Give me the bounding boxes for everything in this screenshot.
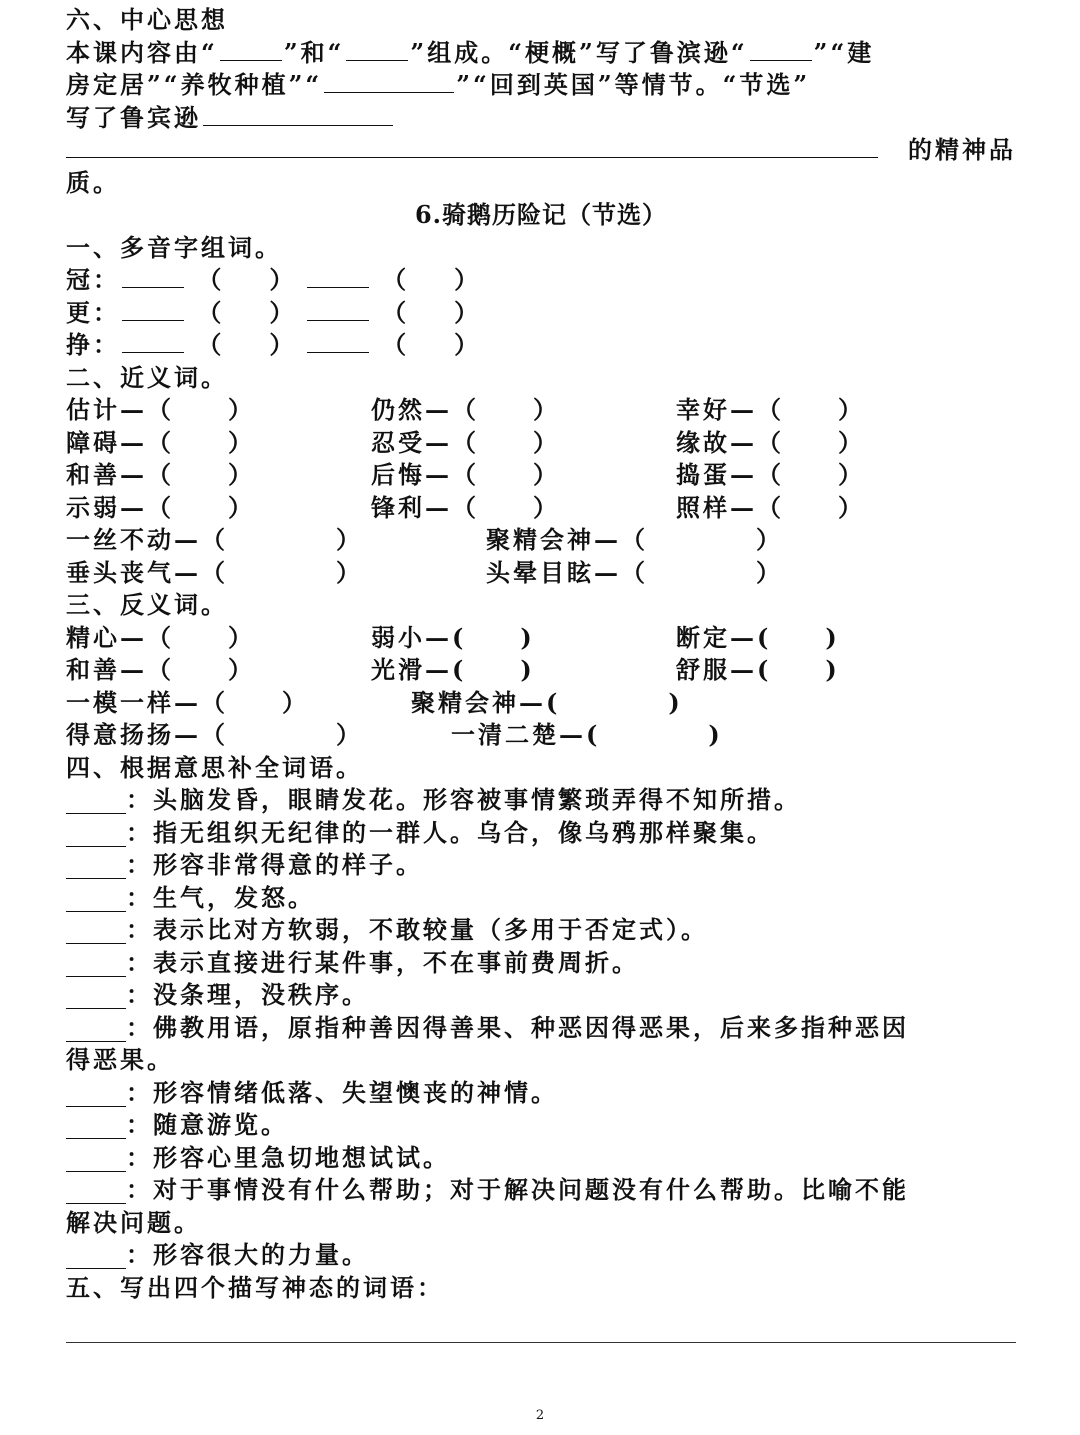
pinyin-paren[interactable]: （ ） (197, 265, 294, 294)
polyphone-row (66, 264, 1016, 297)
worksheet-page (66, 4, 1016, 1304)
definition-row (66, 979, 1016, 1012)
fill-blank[interactable] (66, 1017, 126, 1042)
text-span: ”“建 (813, 37, 875, 67)
text-span: ”组成。“梗概”写了鲁滨逊“ (410, 37, 748, 67)
antonym-item[interactable]: 和善—（ ） (66, 655, 255, 684)
definition-text: ：指无组织无纪律的一群人。乌合，像乌鸦那样聚集。 (126, 817, 774, 847)
pinyin-paren[interactable]: （ ） (382, 265, 479, 294)
antonym-item[interactable]: 精心—（ ） (66, 622, 255, 652)
antonym-idiom-row (66, 687, 1016, 720)
fill-blank[interactable] (66, 1147, 126, 1172)
fill-blank[interactable] (66, 822, 126, 847)
definition-text: ：随意游览。 (126, 1110, 288, 1139)
definition-row (66, 1012, 1016, 1045)
page-number: 2 (535, 1408, 545, 1423)
definition-row (66, 914, 1016, 947)
antonym-row (66, 654, 1016, 687)
synonym-item[interactable]: 照样—（ ） (676, 492, 865, 522)
antonym-item[interactable]: 光滑—( ) (371, 655, 535, 684)
synonym-item[interactable]: 聚精会神—（ ） (486, 525, 783, 554)
fill-blank[interactable] (122, 265, 184, 288)
lesson-title: 6.骑鹅历险记（节选） (414, 200, 668, 229)
fill-blank[interactable] (307, 265, 369, 288)
text-span: ”“回到英国”等情节。“节选” (456, 70, 811, 99)
definition-text: ：形容情绪低落、失望懊丧的神情。 (126, 1077, 558, 1107)
polyphone-row (66, 297, 1016, 330)
definition-row (66, 1174, 1016, 1207)
synonym-idiom-row (66, 524, 1016, 557)
text-span: 房定居”“养牧种植”“ (66, 70, 323, 99)
antonym-item[interactable]: 舒服—( ) (676, 655, 840, 684)
definition-row (66, 1109, 1016, 1142)
synonym-item[interactable]: 锋利—（ ） (371, 492, 560, 522)
text-span: ”和“ (283, 37, 345, 67)
pinyin-paren[interactable]: （ ） (197, 297, 294, 327)
definition-row (66, 882, 1016, 915)
definition-row (66, 849, 1016, 882)
definition-row (66, 817, 1016, 850)
polyphone-char: 更： (66, 297, 120, 327)
section-heading: 二、近义词。 (66, 362, 228, 392)
text-line (66, 102, 1016, 135)
antonym-item[interactable]: 一模一样—（ ） (66, 687, 309, 717)
synonym-item[interactable]: 后悔—（ ） (371, 460, 560, 489)
definition-text: ：没条理，没秩序。 (126, 980, 369, 1009)
synonym-item[interactable]: 头晕目眩—（ ） (486, 557, 783, 587)
synonym-item[interactable]: 估计—（ ） (66, 395, 255, 424)
text-span: 的精神品 (908, 135, 1016, 164)
synonym-item[interactable]: 示弱—（ ） (66, 492, 255, 522)
synonym-item[interactable]: 障碍—（ ） (66, 427, 255, 457)
definition-text: ：形容心里急切地想试试。 (126, 1142, 450, 1172)
pinyin-paren[interactable]: （ ） (197, 330, 294, 359)
text-span: 写了鲁宾逊 (66, 102, 201, 132)
definition-text: ：佛教用语，原指种善因得善果、种恶因得恶果，后来多指种恶因 (126, 1012, 909, 1042)
answer-line[interactable] (66, 1342, 1016, 1343)
polyphone-row (66, 329, 1016, 362)
antonym-item[interactable]: 一清二楚—( ) (451, 720, 723, 749)
synonym-row (66, 492, 1016, 525)
definition-row (66, 1239, 1016, 1272)
synonym-row (66, 459, 1016, 492)
antonym-idiom-row (66, 719, 1016, 752)
definition-continuation: 解决问题。 (66, 1207, 201, 1237)
fill-blank[interactable] (66, 1244, 126, 1269)
fill-blank[interactable] (220, 38, 282, 61)
polyphone-char: 冠： (66, 265, 120, 294)
antonym-item[interactable]: 得意扬扬—（ ） (66, 720, 363, 749)
antonym-row (66, 622, 1016, 655)
polyphone-char: 挣： (66, 330, 120, 359)
section-heading: 三、反义词。 (66, 590, 228, 619)
synonym-item[interactable]: 一丝不动—（ ） (66, 525, 363, 554)
fill-blank[interactable] (203, 103, 393, 126)
antonym-item[interactable]: 弱小—( ) (371, 622, 535, 652)
definition-text: ：表示直接进行某件事，不在事前费周折。 (126, 947, 639, 977)
definition-text: ：对于事情没有什么帮助；对于解决问题没有什么帮助。比喻不能 (126, 1175, 909, 1204)
fill-blank[interactable] (66, 887, 126, 912)
fill-blank[interactable] (66, 1114, 126, 1139)
definition-text: ：形容很大的力量。 (126, 1240, 369, 1269)
text-span: 本课内容由“ (66, 37, 218, 67)
text-line (66, 37, 1016, 70)
pinyin-paren[interactable]: （ ） (382, 330, 479, 359)
text-line (66, 134, 1016, 167)
section-heading: 六、中心思想 (66, 5, 228, 34)
definition-text: ：形容非常得意的样子。 (126, 850, 423, 879)
section-heading: 五、写出四个描写神态的词语： (66, 1272, 444, 1302)
fill-blank[interactable] (346, 38, 408, 61)
fill-blank[interactable] (750, 38, 812, 61)
fill-blank[interactable] (66, 854, 126, 879)
fill-blank[interactable] (66, 984, 126, 1009)
fill-blank[interactable] (307, 298, 369, 321)
fill-blank[interactable] (66, 1179, 126, 1204)
synonym-row (66, 427, 1016, 460)
fill-blank[interactable] (307, 330, 369, 353)
definition-row (66, 1077, 1016, 1110)
text-line (66, 69, 1016, 102)
synonym-item[interactable]: 垂头丧气—（ ） (66, 557, 363, 587)
definition-row (66, 947, 1016, 980)
definition-text: ：生气，发怒。 (126, 882, 315, 912)
definition-row (66, 784, 1016, 817)
fill-blank[interactable] (66, 135, 878, 158)
fill-blank[interactable] (66, 789, 126, 814)
section-heading: 四、根据意思补全词语。 (66, 752, 363, 782)
synonym-item[interactable]: 和善—（ ） (66, 460, 255, 489)
fill-blank[interactable] (66, 1082, 126, 1107)
definition-text: ：头脑发昏，眼睛发花。形容被事情繁琐弄得不知所措。 (126, 785, 801, 814)
pinyin-paren[interactable]: （ ） (382, 297, 479, 327)
section-heading: 一、多音字组词。 (66, 232, 282, 262)
synonym-item[interactable]: 幸好—（ ） (676, 395, 865, 424)
definition-row (66, 1142, 1016, 1175)
synonym-item[interactable]: 忍受—（ ） (371, 427, 560, 457)
definition-text: ：表示比对方软弱，不敢较量（多用于否定式）。 (126, 915, 708, 944)
fill-blank[interactable] (122, 330, 184, 353)
definition-continuation: 得恶果。 (66, 1045, 174, 1074)
fill-blank[interactable] (66, 952, 126, 977)
synonym-item[interactable]: 缘故—（ ） (676, 427, 865, 457)
fill-blank[interactable] (66, 919, 126, 944)
synonym-idiom-row (66, 557, 1016, 590)
antonym-item[interactable]: 断定—( ) (676, 622, 840, 652)
synonym-row (66, 394, 1016, 427)
antonym-item[interactable]: 聚精会神—( ) (411, 687, 683, 717)
synonym-item[interactable]: 仍然—（ ） (371, 395, 560, 424)
synonym-item[interactable]: 捣蛋—（ ） (676, 460, 865, 489)
text-line: 质。 (66, 167, 120, 197)
fill-blank[interactable] (122, 298, 184, 321)
fill-blank[interactable] (324, 70, 454, 93)
